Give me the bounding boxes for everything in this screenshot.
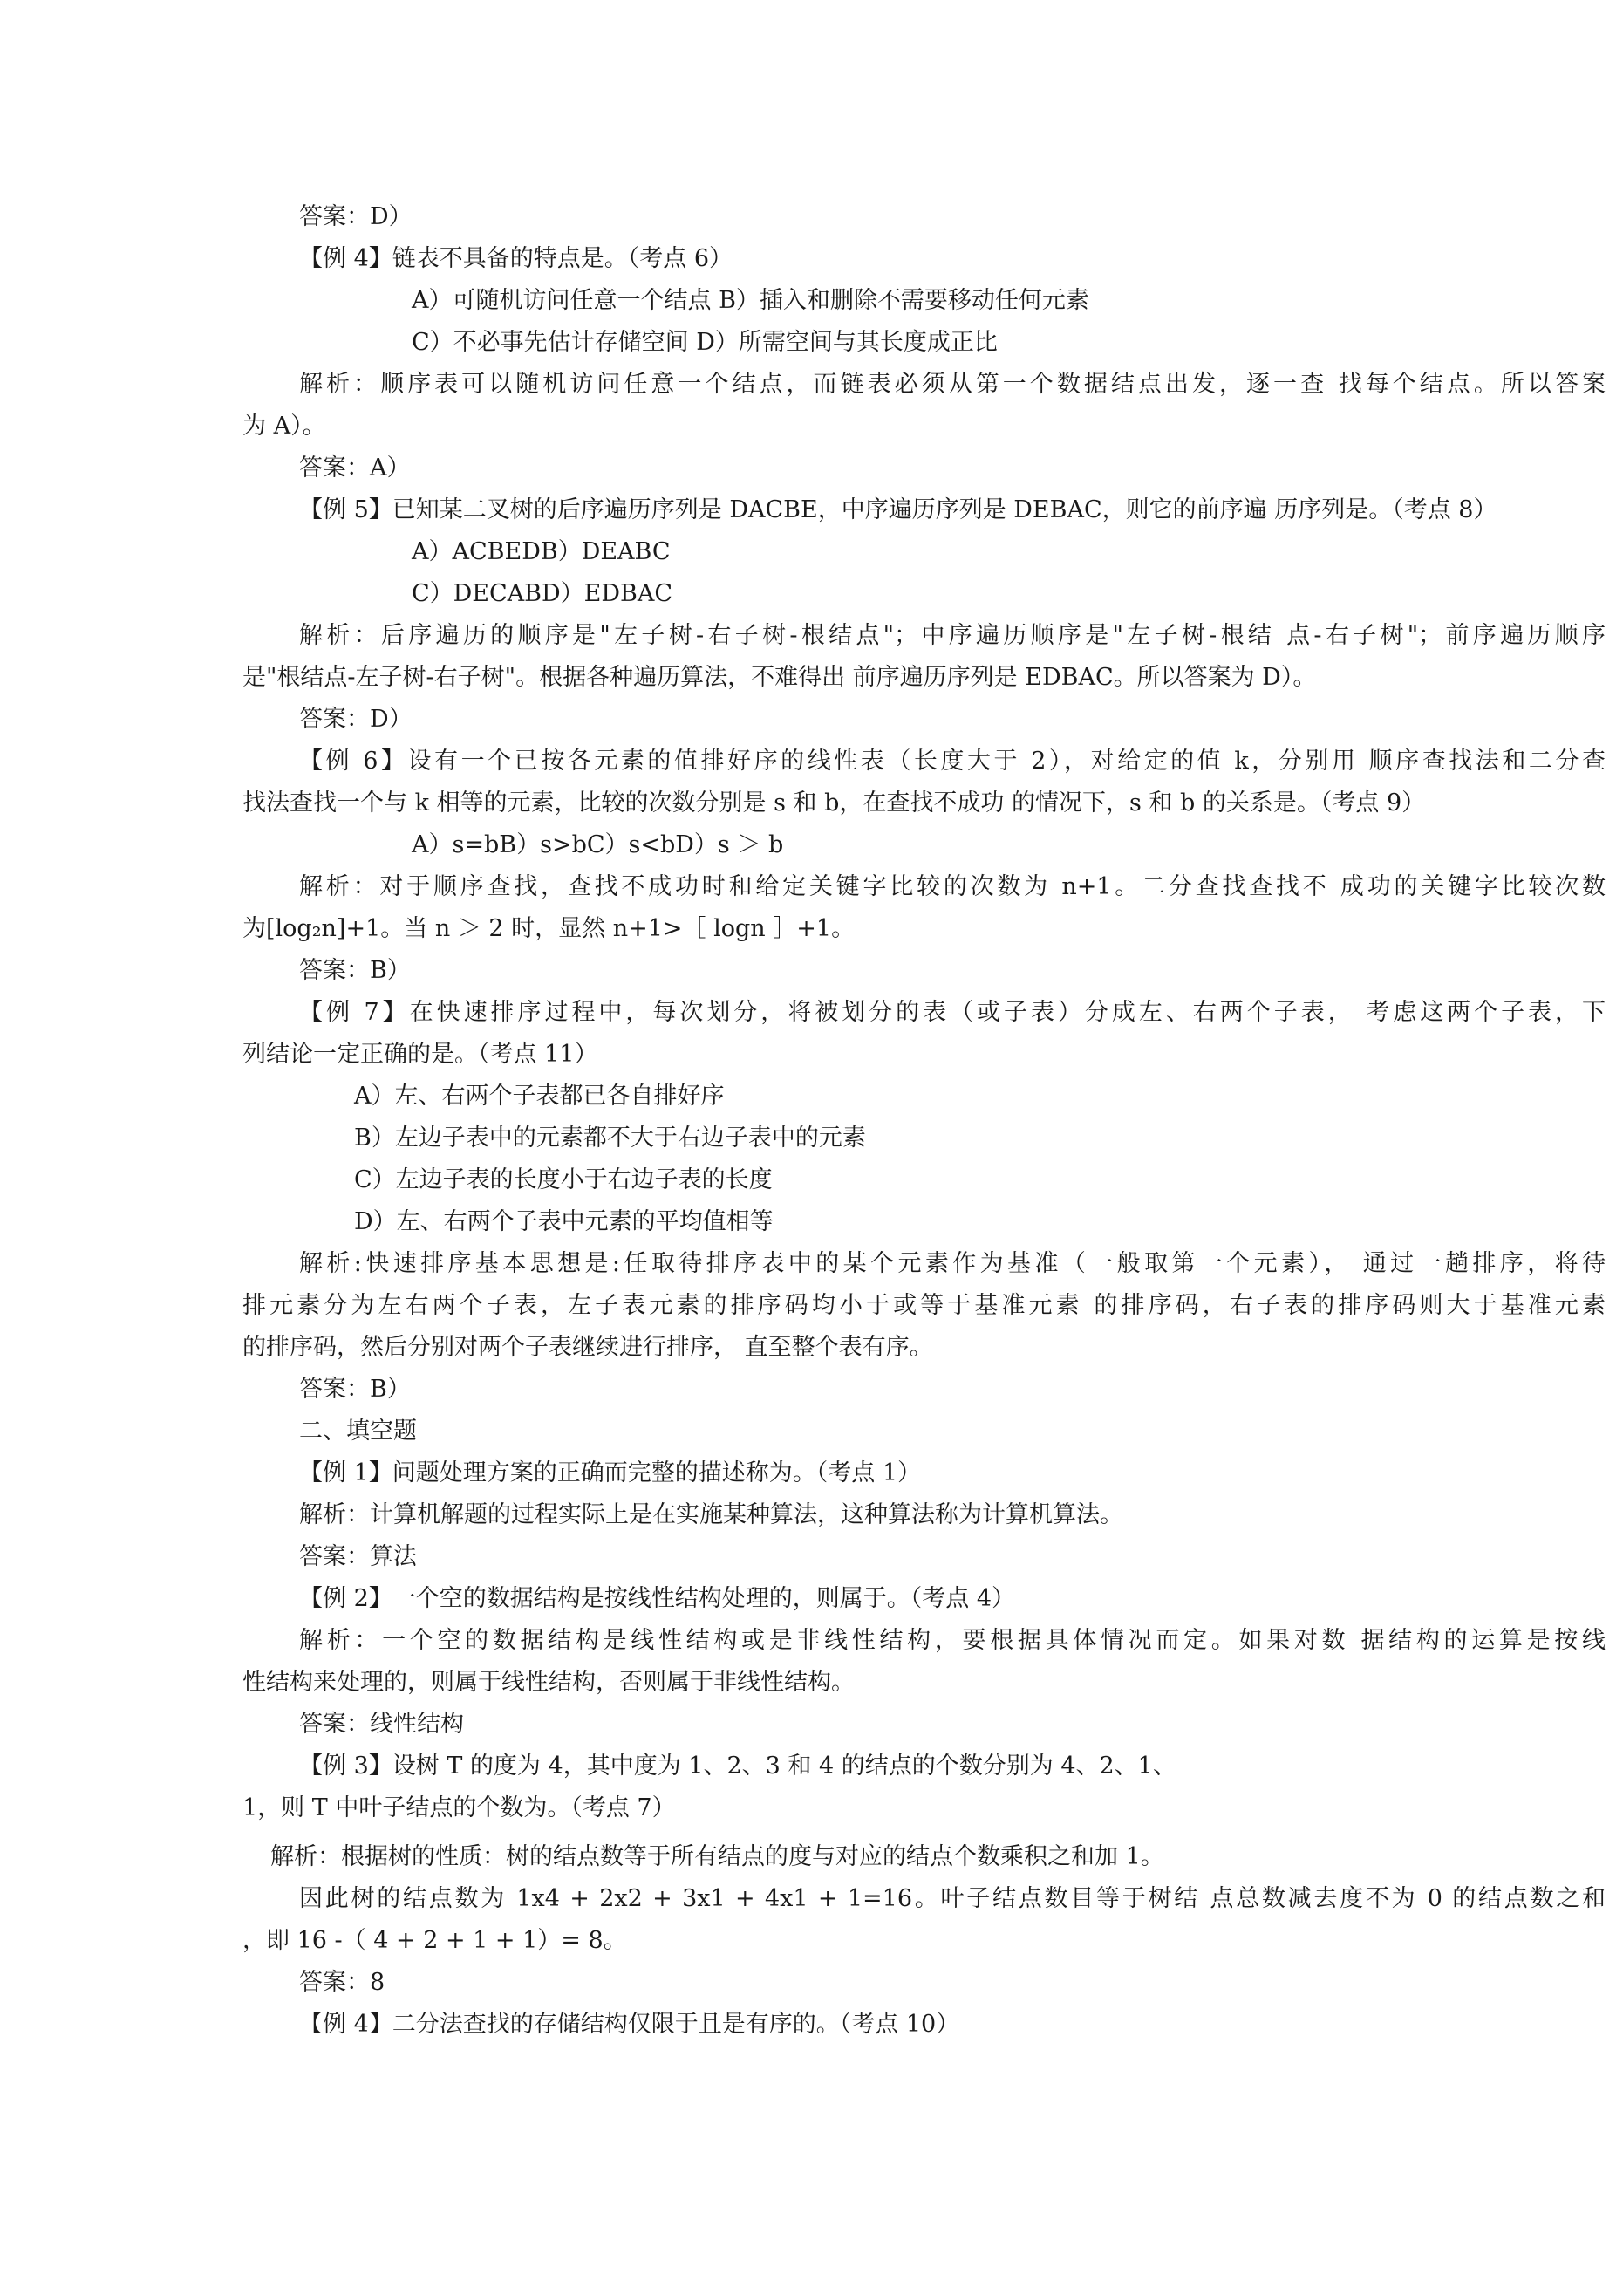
analysis-line: 的排序码，然后分别对两个子表继续进行排序， 直至整个表有序。 [242, 1334, 933, 1361]
analysis-line: 解析：顺序表可以随机访问任意一个结点，而链表必须从第一个数据结点出发，逐一查 找每个结点。所以答案 [299, 371, 1606, 398]
question-ex6-search: 找法查找一个与 k 相等的元素，比较的次数分别是 s 和 b，在查找不成功 的情况下，s 和 b 的关系是。（考点 9） [242, 789, 1426, 817]
analysis-line: 因此树的结点数为 1x4 + 2x2 + 3x1 + 4x1 + 1=16。叶子结点数目等于树结 点总数减去度不为 0 的结点数之和 [299, 1885, 1606, 1912]
options-line: A）s=bB）s>bC）s<bD）s ＞ b [412, 831, 784, 858]
analysis-line: 排元素分为左右两个子表，左子表元素的排序码均小于或等于基准元素 的排序码，右子表的排序码则大于基准元素 [242, 1292, 1606, 1319]
options-line: C）不必事先估计存储空间 D）所需空间与其长度成正比 [412, 329, 998, 356]
analysis-line: 是"根结点-左子树-右子树"。根据各种遍历算法，不难得出 前序遍历序列是 EDBAC。所以答案为 D）。 [242, 664, 1317, 691]
answer-line: 答案：D） [299, 203, 413, 230]
analysis-line: 为 A）。 [242, 413, 326, 440]
question-ex6-search: 【例 6】设有一个已按各元素的值排好序的线性表（长度大于 2），对给定的值 k，分别用 顺序查找法和二分查 [299, 748, 1606, 775]
options-line: A）ACBEDB）DEABC [412, 538, 671, 565]
question-fill-ex1: 【例 1】问题处理方案的正确而完整的描述称为。（考点 1） [299, 1459, 922, 1486]
question-ex7-quicksort: 【例 7】在快速排序过程中，每次划分，将被划分的表（或子表）分成左、右两个子表， 考虑这两个子表，下 [299, 999, 1606, 1026]
analysis-line: 解析：计算机解题的过程实际上是在实施某种算法，这种算法称为计算机算法。 [299, 1501, 1123, 1528]
option-a: A）左、右两个子表都已各自排好序 [354, 1083, 725, 1110]
analysis-line: 解析：对于顺序查找，查找不成功时和给定关键字比较的次数为 n+1。二分查找查找不 成功的关键字比较次数 [299, 873, 1606, 900]
question-fill-ex3: 【例 3】设树 T 的度为 4，其中度为 1、2、3 和 4 的结点的个数分别为 4、2、1、 [299, 1753, 1176, 1780]
answer-line: 答案：B） [299, 957, 411, 984]
question-ex4-linked-list: 【例 4】链表不具备的特点是。（考点 6） [299, 245, 733, 272]
answer-line: 答案：算法 [299, 1543, 417, 1570]
analysis-line: 解析：后序遍历的顺序是"左子树-右子树-根结点"；中序遍历顺序是"左子树-根结 点-右子树"；前序遍历顺序 [299, 622, 1606, 649]
option-b: B）左边子表中的元素都不大于右边子表中的元素 [354, 1124, 866, 1151]
answer-line: 答案：B） [299, 1376, 411, 1403]
analysis-line: 解析:快速排序基本思想是:任取待排序表中的某个元素作为基准（一般取第一个元素）， 通过一趟排序，将待 [299, 1250, 1606, 1277]
analysis-line: 解析：一个空的数据结构是线性结构或是非线性结构，要根据具体情况而定。如果对数 据结构的运算是按线 [299, 1627, 1606, 1654]
analysis-line: ，即 16 -（ 4 + 2 + 1 + 1）= 8。 [242, 1927, 627, 1954]
options-line: C）DECABD）EDBAC [412, 580, 673, 607]
question-ex5-binary-tree: 【例 5】已知某二叉树的后序遍历序列是 DACBE，中序遍历序列是 DEBAC，则它的前序遍 历序列是。（考点 8） [299, 496, 1497, 523]
answer-line: 答案：线性结构 [299, 1711, 464, 1738]
analysis-line: 解析：根据树的性质：树的结点数等于所有结点的度与对应的结点个数乘积之和加 1。 [270, 1843, 1164, 1870]
options-line: A）可随机访问任意一个结点 B）插入和删除不需要移动任何元素 [412, 287, 1089, 314]
answer-line: 答案：D） [299, 706, 413, 733]
question-fill-ex2: 【例 2】一个空的数据结构是按线性结构处理的，则属于。（考点 4） [299, 1585, 1016, 1612]
option-d: D）左、右两个子表中元素的平均值相等 [354, 1208, 774, 1235]
answer-line: 答案：A） [299, 454, 411, 482]
section-heading: 二、填空题 [299, 1418, 417, 1445]
option-c: C）左边子表的长度小于右边子表的长度 [354, 1166, 773, 1193]
question-fill-ex4: 【例 4】二分法查找的存储结构仅限于且是有序的。（考点 10） [299, 2011, 960, 2038]
answer-line: 答案：8 [299, 1969, 385, 1996]
analysis-line: 性结构来处理的，则属于线性结构，否则属于非线性结构。 [242, 1669, 855, 1696]
question-fill-ex3: 1，则 T 中叶子结点的个数为。（考点 7） [242, 1794, 676, 1821]
analysis-line: 为[log₂n]+1。当 n ＞ 2 时，显然 n+1>［ logn ］+1。 [242, 915, 856, 942]
question-ex7-quicksort: 列结论一定正确的是。（考点 11） [242, 1041, 598, 1068]
